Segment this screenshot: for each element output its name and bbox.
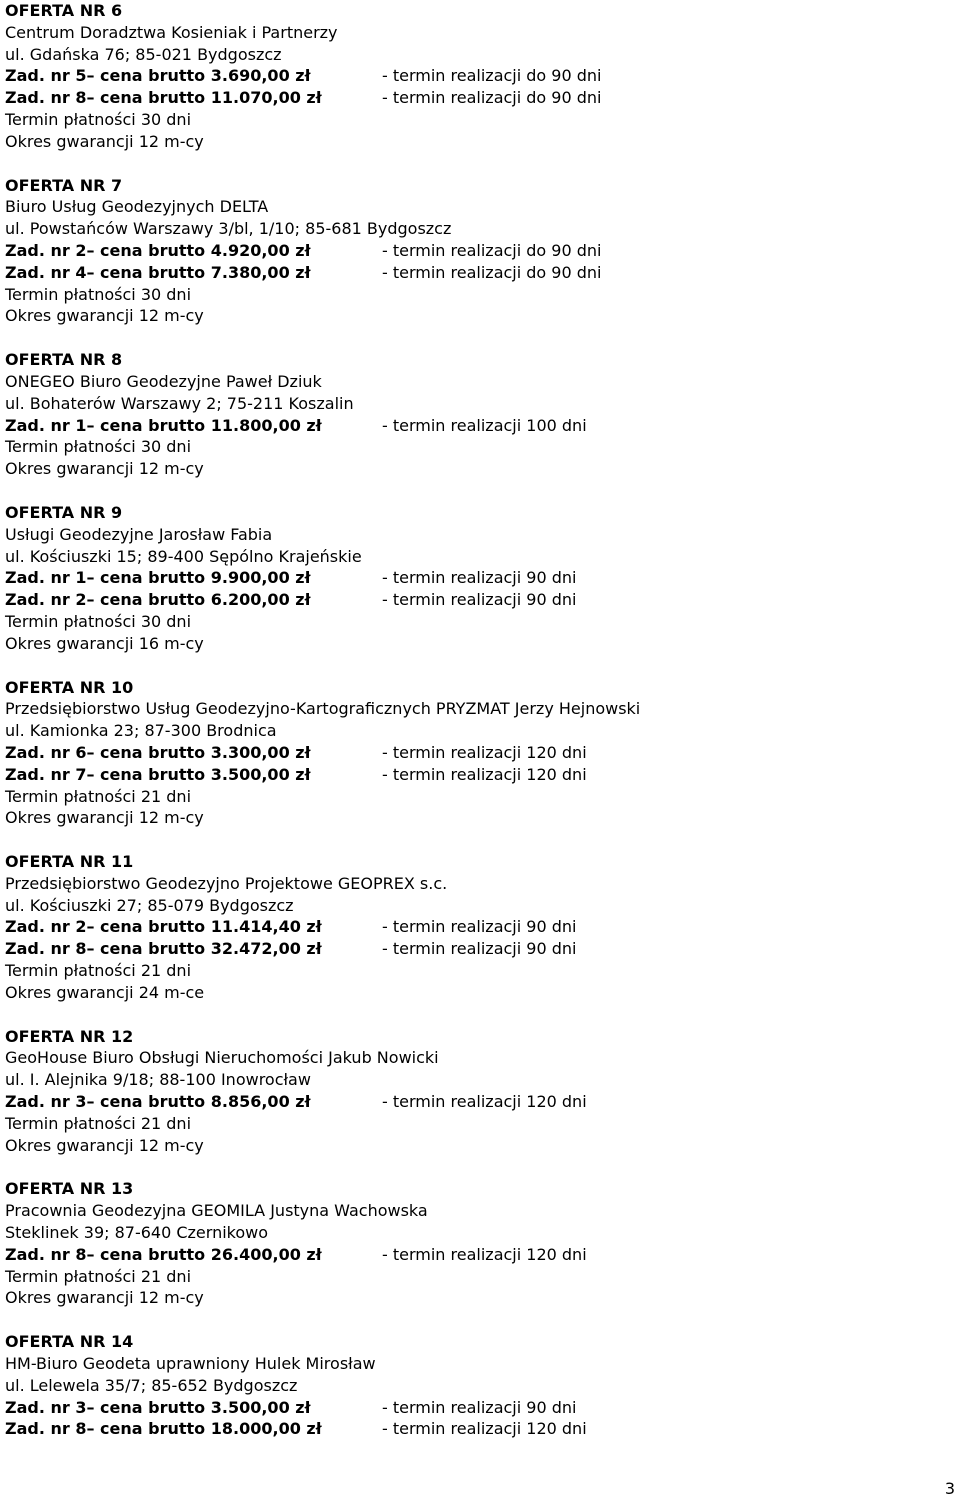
price-amount: Zad. nr 8– cena brutto 32.472,00 zł — [5, 939, 322, 959]
warranty-period: Okres gwarancji 24 m-ce — [5, 982, 205, 1002]
price-amount: Zad. nr 8– cena brutto 18.000,00 zł — [5, 1419, 322, 1439]
warranty-period: Okres gwarancji 12 m-cy — [5, 459, 204, 479]
company-name: Pracownia Geodezyjna GEOMILA Justyna Wachowska — [5, 1201, 428, 1221]
payment-term: Termin płatności 21 dni — [5, 961, 192, 981]
warranty-period: Okres gwarancji 12 m-cy — [5, 808, 204, 828]
offer-block — [5, 0, 955, 153]
completion-term: - termin realizacji 120 dni — [382, 742, 587, 762]
company-address: ul. Lelewela 35/7; 85-652 Bydgoszcz — [5, 1375, 298, 1395]
company-address: ul. Bohaterów Warszawy 2; 75-211 Koszalin — [5, 393, 354, 413]
completion-term: - termin realizacji 90 dni — [382, 568, 577, 588]
completion-term: - termin realizacji 120 dni — [382, 1244, 587, 1264]
completion-term: - termin realizacji do 90 dni — [382, 262, 602, 282]
company-address: ul. Powstańców Warszawy 3/bl, 1/10; 85-681 Bydgoszcz — [5, 219, 452, 239]
price-row — [5, 262, 955, 284]
completion-term: - termin realizacji do 90 dni — [382, 66, 602, 86]
warranty-period: Okres gwarancji 12 m-cy — [5, 131, 204, 151]
price-row — [5, 938, 955, 960]
price-amount: Zad. nr 2– cena brutto 11.414,40 zł — [5, 917, 322, 937]
price-amount: Zad. nr 2– cena brutto 6.200,00 zł — [5, 590, 311, 610]
offer-block — [5, 349, 955, 480]
price-amount: Zad. nr 5– cena brutto 3.690,00 zł — [5, 66, 311, 86]
price-row — [5, 1091, 955, 1113]
price-row — [5, 916, 955, 938]
offer-title: OFERTA NR 8 — [5, 350, 123, 370]
price-row — [5, 742, 955, 764]
payment-term: Termin płatności 21 dni — [5, 786, 192, 806]
price-row — [5, 1244, 955, 1266]
price-row — [5, 415, 955, 437]
warranty-period: Okres gwarancji 16 m-cy — [5, 633, 204, 653]
offer-title: OFERTA NR 6 — [5, 1, 123, 20]
company-address: ul. Kościuszki 15; 89-400 Sępólno Krajeńskie — [5, 546, 362, 566]
company-address: ul. Kamionka 23; 87-300 Brodnica — [5, 721, 277, 741]
price-amount: Zad. nr 1– cena brutto 9.900,00 zł — [5, 568, 311, 588]
company-name: Biuro Usług Geodezyjnych DELTA — [5, 197, 269, 217]
offer-title: OFERTA NR 10 — [5, 677, 134, 697]
price-amount: Zad. nr 6– cena brutto 3.300,00 zł — [5, 742, 311, 762]
offer-title: OFERTA NR 12 — [5, 1026, 134, 1046]
company-address: ul. Gdańska 76; 85-021 Bydgoszcz — [5, 44, 282, 64]
offer-block — [5, 851, 955, 1004]
price-row — [5, 65, 955, 87]
company-name: Usługi Geodezyjne Jarosław Fabia — [5, 524, 273, 544]
completion-term: - termin realizacji 100 dni — [382, 415, 587, 435]
company-name: Centrum Doradztwa Kosieniak i Partnerzy — [5, 22, 338, 42]
payment-term: Termin płatności 30 dni — [5, 109, 192, 129]
warranty-period: Okres gwarancji 12 m-cy — [5, 1288, 204, 1308]
company-address: ul. I. Alejnika 9/18; 88-100 Inowrocław — [5, 1070, 311, 1090]
offer-title: OFERTA NR 9 — [5, 502, 123, 522]
price-amount: Zad. nr 8– cena brutto 26.400,00 zł — [5, 1244, 322, 1264]
completion-term: - termin realizacji 90 dni — [382, 939, 577, 959]
payment-term: Termin płatności 30 dni — [5, 437, 192, 457]
offer-title: OFERTA NR 11 — [5, 852, 134, 872]
warranty-period: Okres gwarancji 12 m-cy — [5, 1135, 204, 1155]
completion-term: - termin realizacji 120 dni — [382, 1419, 587, 1439]
company-name: ONEGEO Biuro Geodezyjne Paweł Dziuk — [5, 371, 322, 391]
company-name: HM-Biuro Geodeta uprawniony Hulek Mirosław — [5, 1354, 376, 1374]
company-name: GeoHouse Biuro Obsługi Nieruchomości Jakub Nowicki — [5, 1048, 439, 1068]
price-amount: Zad. nr 3– cena brutto 8.856,00 zł — [5, 1092, 311, 1112]
price-amount: Zad. nr 3– cena brutto 3.500,00 zł — [5, 1397, 311, 1417]
offer-title: OFERTA NR 13 — [5, 1179, 134, 1199]
payment-term: Termin płatności 21 dni — [5, 1113, 192, 1133]
completion-term: - termin realizacji 120 dni — [382, 764, 587, 784]
payment-term: Termin płatności 30 dni — [5, 284, 192, 304]
offer-block — [5, 1178, 955, 1309]
offer-block — [5, 502, 955, 655]
price-row — [5, 1418, 955, 1440]
price-amount: Zad. nr 1– cena brutto 11.800,00 zł — [5, 415, 322, 435]
completion-term: - termin realizacji 90 dni — [382, 917, 577, 937]
offer-block — [5, 1331, 955, 1440]
payment-term: Termin płatności 21 dni — [5, 1266, 192, 1286]
offer-block — [5, 1026, 955, 1157]
company-name: Przedsiębiorstwo Usług Geodezyjno-Kartograficznych PRYZMAT Jerzy Hejnowski — [5, 699, 641, 719]
price-row — [5, 240, 955, 262]
offer-title: OFERTA NR 14 — [5, 1332, 134, 1352]
offer-title: OFERTA NR 7 — [5, 175, 123, 195]
price-row — [5, 764, 955, 786]
payment-term: Termin płatności 30 dni — [5, 611, 192, 631]
completion-term: - termin realizacji do 90 dni — [382, 240, 602, 260]
price-row — [5, 589, 955, 611]
price-row — [5, 1397, 955, 1419]
completion-term: - termin realizacji 90 dni — [382, 1397, 577, 1417]
price-row — [5, 567, 955, 589]
completion-term: - termin realizacji 120 dni — [382, 1092, 587, 1112]
completion-term: - termin realizacji do 90 dni — [382, 88, 602, 108]
price-amount: Zad. nr 8– cena brutto 11.070,00 zł — [5, 88, 322, 108]
price-row — [5, 87, 955, 109]
page-number: 3 — [944, 1479, 955, 1498]
company-name: Przedsiębiorstwo Geodezyjno Projektowe GEOPREX s.c. — [5, 873, 448, 893]
price-amount: Zad. nr 4– cena brutto 7.380,00 zł — [5, 262, 311, 282]
price-amount: Zad. nr 2– cena brutto 4.920,00 zł — [5, 240, 311, 260]
company-address: Steklinek 39; 87-640 Czernikowo — [5, 1223, 269, 1243]
price-amount: Zad. nr 7– cena brutto 3.500,00 zł — [5, 764, 311, 784]
completion-term: - termin realizacji 90 dni — [382, 590, 577, 610]
company-address: ul. Kościuszki 27; 85-079 Bydgoszcz — [5, 895, 294, 915]
offer-block — [5, 175, 955, 328]
offer-block — [5, 677, 955, 830]
offers-document — [5, 0, 955, 1462]
warranty-period: Okres gwarancji 12 m-cy — [5, 306, 204, 326]
